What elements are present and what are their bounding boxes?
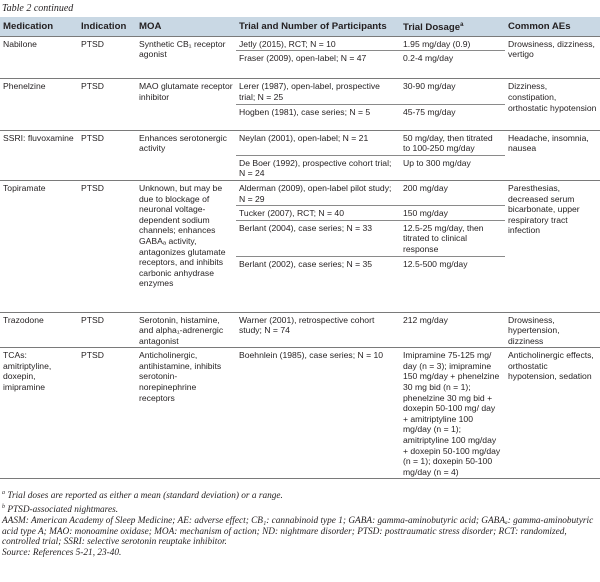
cell-dosage: 12.5-500 mg/day bbox=[400, 256, 505, 312]
cell-medication: Topiramate bbox=[0, 180, 78, 312]
table-row bbox=[0, 180, 600, 205]
cell-trial: Fraser (2009), open-label; N = 47 bbox=[236, 51, 400, 79]
footnote-a-text: Trial doses are reported as either a mean (standard deviation) or a range. bbox=[7, 491, 283, 502]
cell-aes: Drowsiness, hypertension, dizziness bbox=[505, 312, 600, 348]
cell-moa: Enhances serotonergic activity bbox=[136, 130, 236, 180]
table-row bbox=[0, 36, 600, 51]
cell-trial: Alderman (2009), open-label pilot study; N = 29 bbox=[236, 180, 400, 205]
table-row bbox=[0, 312, 600, 348]
footnote-b-mark: b bbox=[2, 504, 5, 511]
header-aes: Common AEs bbox=[508, 20, 571, 32]
footnote-a-mark: a bbox=[2, 490, 5, 497]
cell-trial: Neylan (2001), open-label; N = 21 bbox=[236, 130, 400, 155]
cell-dosage: 30-90 mg/day bbox=[400, 79, 505, 104]
cell-trial: Jetly (2015), RCT; N = 10 bbox=[236, 36, 400, 51]
cell-indication: PTSD bbox=[78, 180, 136, 312]
cell-dosage: 212 mg/day bbox=[400, 312, 505, 348]
cell-trial: Hogben (1981), case series; N = 5 bbox=[236, 104, 400, 130]
cell-trial: Lerer (1987), open-label, prospective trial; N = 25 bbox=[236, 79, 400, 104]
table-row bbox=[0, 130, 600, 155]
header-dosage-label: Trial Dosage bbox=[403, 22, 461, 34]
cell-medication: TCAs: amitriptyline, doxepin, imipramine bbox=[0, 348, 78, 479]
cell-dosage: 12.5-25 mg/day, then titrated to clinical response bbox=[400, 220, 505, 256]
cell-indication: PTSD bbox=[78, 312, 136, 348]
footnote-b-text: PTSD-associated nightmares. bbox=[7, 505, 119, 516]
cell-medication: SSRI: fluvoxamine bbox=[0, 130, 78, 180]
header-trial: Trial and Number of Participants bbox=[239, 20, 387, 32]
cell-indication: PTSD bbox=[78, 130, 136, 180]
cell-dosage: 200 mg/day bbox=[400, 180, 505, 205]
table-row bbox=[0, 348, 600, 479]
cell-indication: PTSD bbox=[78, 36, 136, 79]
cell-medication: Nabilone bbox=[0, 36, 78, 79]
table-footnotes bbox=[0, 488, 600, 558]
cell-trial: Berlant (2002), case series; N = 35 bbox=[236, 256, 400, 312]
cell-dosage: 150 mg/day bbox=[400, 206, 505, 221]
cell-moa: Synthetic CB₁ receptor agonist bbox=[136, 36, 236, 79]
cell-dosage: 45-75 mg/day bbox=[400, 104, 505, 130]
cell-aes: Paresthesias, decreased serum bicarbonate, upper respiratory tract infection bbox=[505, 180, 600, 312]
cell-moa: Unknown, but may be due to blockage of neuronal voltage-dependent sodium channels; enhances GABAₐ activity, antagonizes glutamate receptors, and inhibits carbonic anhydrase enzymes bbox=[136, 180, 236, 312]
abbreviations: AASM: American Academy of Sleep Medicine; AE: adverse effect; CB₁: cannabinoid type 1; GABA: gamma-aminobutyric acid; GABAₐ: gamma-aminobutyric acid type A; MAO: monoamine oxidase; MOA: mechanism of action; ND: nightmare disorder; PTSD: posttraumatic stress disorder; RCT: randomized, controlled trial; SSRI: selective serotonin reuptake inhibitor. bbox=[2, 516, 594, 548]
cell-trial: Warner (2001), retrospective cohort study; N = 74 bbox=[236, 312, 400, 348]
cell-dosage: Up to 300 mg/day bbox=[400, 155, 505, 180]
footnote-b bbox=[2, 502, 598, 516]
header-medication: Medication bbox=[3, 20, 54, 32]
cell-medication: Phenelzine bbox=[0, 79, 78, 130]
table-row bbox=[0, 79, 600, 104]
header-moa: MOA bbox=[139, 20, 162, 32]
source-note: Source: References 5-21, 23-40. bbox=[2, 548, 122, 559]
cell-trial: Tucker (2007), RCT; N = 40 bbox=[236, 206, 400, 221]
cell-moa: MAO glutamate receptor inhibitor bbox=[136, 79, 236, 130]
cell-trial: Berlant (2004), case series; N = 33 bbox=[236, 220, 400, 256]
cell-aes: Headache, insomnia, nausea bbox=[505, 130, 600, 180]
cell-medication: Trazodone bbox=[0, 312, 78, 348]
cell-aes: Dizziness, constipation, orthostatic hypotension bbox=[505, 79, 600, 130]
cell-dosage: 0.2-4 mg/day bbox=[400, 51, 505, 79]
table-header-row bbox=[0, 17, 600, 36]
cell-dosage: Imipramine 75-125 mg/ day (n = 3); imipramine 150 mg/day + phenelzine 30 mg bid (n = 1); phenelzine 30 mg bid + doxepin 50-100 mg/ day + amitriptyline 100 mg/day (n = 1); amitriptyline 100 mg/day + doxepin 50-100 mg/day (n = 1); doxepin 50-100 mg/day (n = 4) bbox=[400, 348, 505, 479]
footnote-a bbox=[2, 488, 598, 502]
cell-indication: PTSD bbox=[78, 79, 136, 130]
cell-trial: Boehnlein (1985), case series; N = 10 bbox=[236, 348, 400, 479]
cell-moa: Anticholinergic, antihistamine, inhibits serotonin-norepinephrine receptors bbox=[136, 348, 236, 479]
cell-moa: Serotonin, histamine, and alpha₁-adrenergic antagonist bbox=[136, 312, 236, 348]
cell-aes: Anticholinergic effects, orthostatic hypotension, sedation bbox=[505, 348, 600, 479]
cell-dosage: 50 mg/day, then titrated to 100-250 mg/day bbox=[400, 130, 505, 155]
table-caption: Table 2 continued bbox=[2, 3, 74, 14]
cell-aes: Drowsiness, dizziness, vertigo bbox=[505, 36, 600, 79]
header-dosage bbox=[400, 17, 505, 36]
cell-dosage: 1.95 mg/day (0.9) bbox=[400, 36, 505, 51]
cell-indication: PTSD bbox=[78, 348, 136, 479]
medication-table bbox=[0, 17, 600, 479]
header-dosage-footnote-mark: a bbox=[460, 22, 464, 28]
cell-trial: De Boer (1992), prospective cohort trial; N = 24 bbox=[236, 155, 400, 180]
header-indication: Indication bbox=[81, 20, 127, 32]
